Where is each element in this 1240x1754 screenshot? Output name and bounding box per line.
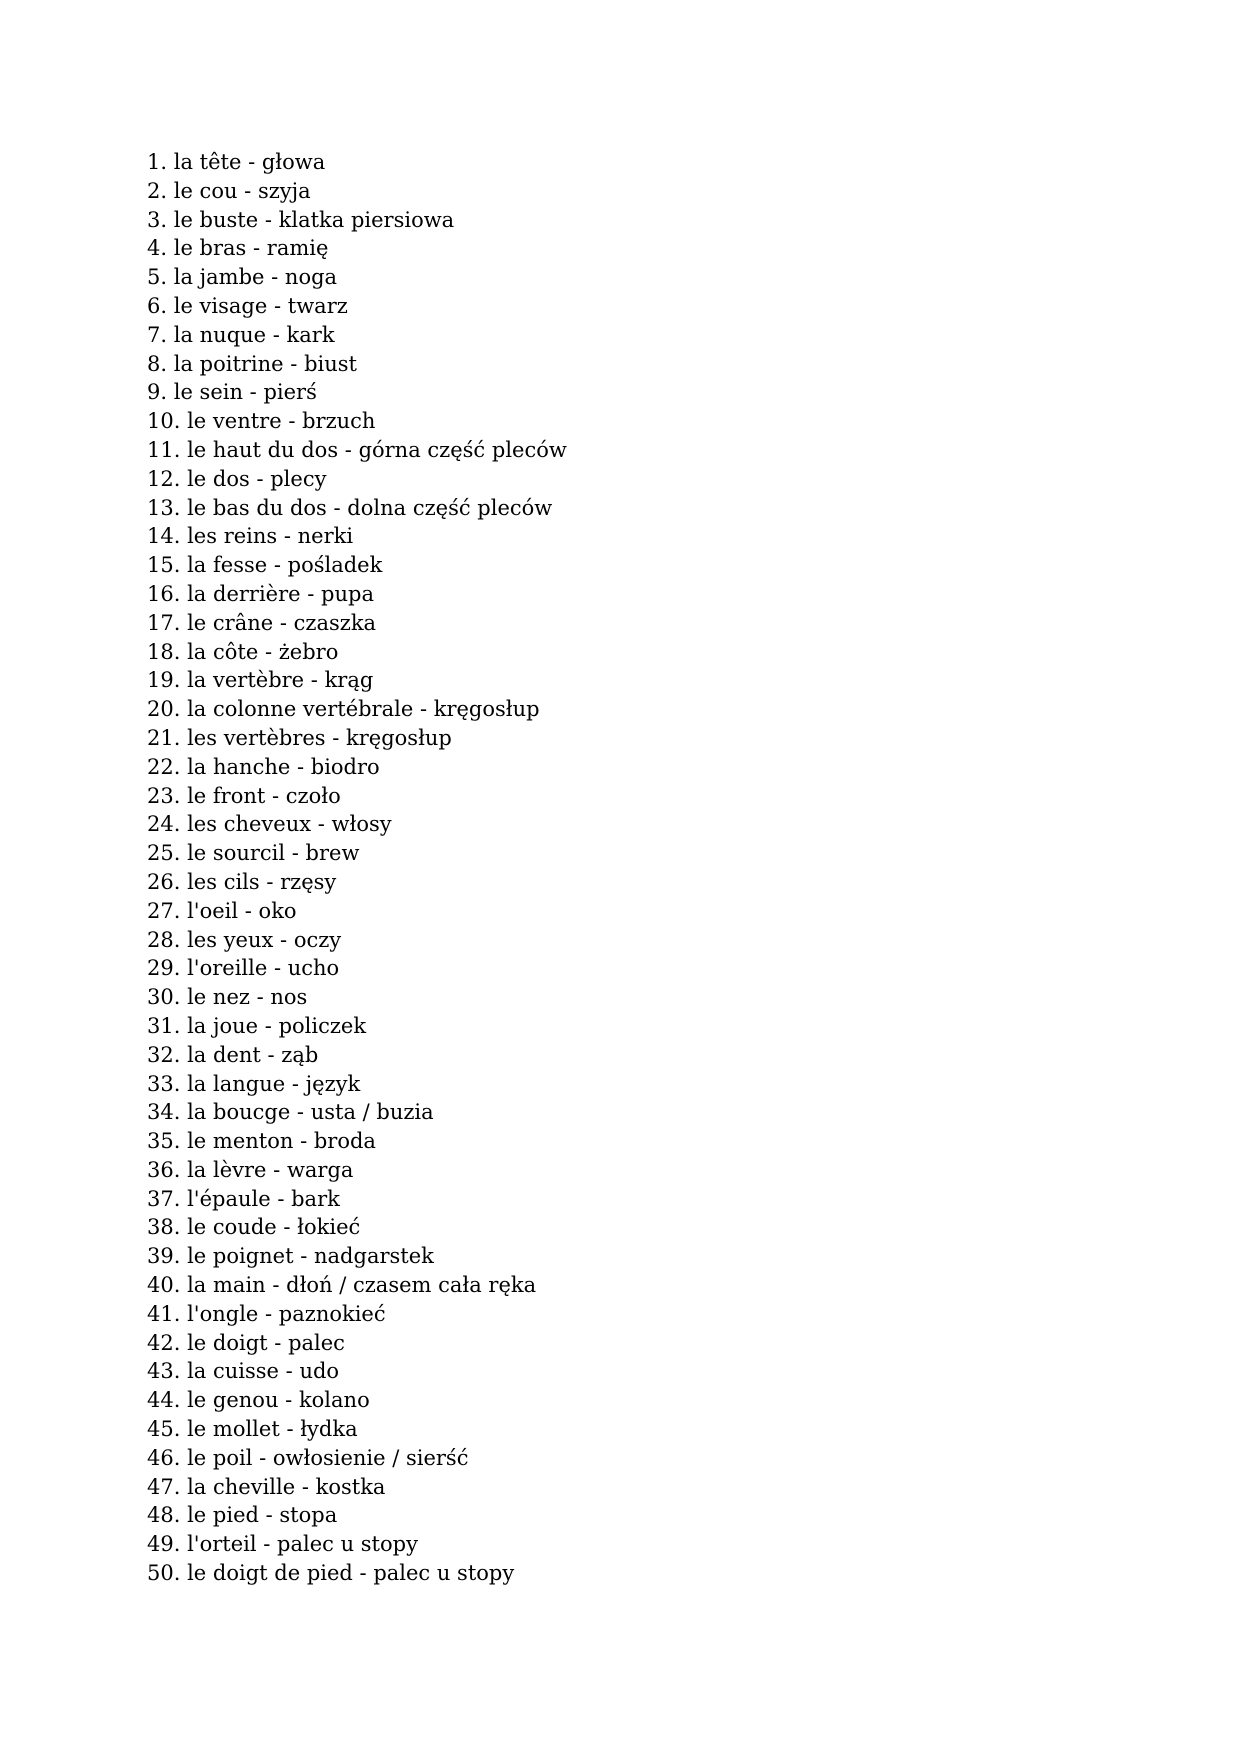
entry-number: 39 . xyxy=(147,1244,187,1268)
separator xyxy=(258,208,278,232)
vocabulary-list xyxy=(147,148,567,1588)
entry-number: 47 . xyxy=(147,1475,187,1499)
polish-translation: górna część pleców xyxy=(358,437,567,462)
entry-number: 19 . xyxy=(147,668,187,692)
polish-translation: palec u stopy xyxy=(277,1532,418,1557)
separator xyxy=(250,467,270,491)
polish-translation: brzuch xyxy=(302,409,376,434)
vocab-entry xyxy=(147,1415,567,1444)
vocab-entry xyxy=(147,666,567,695)
separator xyxy=(250,985,270,1009)
polish-translation: pierś xyxy=(263,380,317,405)
separator xyxy=(413,697,433,721)
entry-number: 40 . xyxy=(147,1273,187,1297)
french-term: la vertèbre xyxy=(187,668,305,693)
separator xyxy=(237,179,257,203)
entry-number: 13 . xyxy=(147,496,187,520)
polish-translation: szyja xyxy=(257,178,311,203)
polish-translation: plecy xyxy=(270,466,327,491)
entry-number: 4 . xyxy=(147,236,174,260)
vocab-entry xyxy=(147,810,567,839)
separator xyxy=(285,841,305,865)
vocab-entry xyxy=(147,1473,567,1502)
polish-translation: głowa xyxy=(261,150,326,174)
polish-translation: ramię xyxy=(266,236,329,261)
french-term: l'orteil xyxy=(187,1532,257,1557)
entry-number: 25 . xyxy=(147,841,187,865)
entry-number: 34 . xyxy=(147,1100,187,1124)
separator xyxy=(265,784,285,808)
french-term: la joue xyxy=(187,1013,259,1038)
polish-translation: dłoń / czasem cała ręka xyxy=(286,1273,537,1298)
entry-number: 44 . xyxy=(147,1388,187,1412)
separator xyxy=(258,1302,278,1326)
polish-translation: udo xyxy=(299,1359,340,1384)
polish-translation: twarz xyxy=(287,293,348,318)
entry-number: 10 . xyxy=(147,409,187,433)
polish-translation: krąg xyxy=(324,668,374,693)
polish-translation: broda xyxy=(313,1129,376,1154)
french-term: la nuque xyxy=(173,322,267,347)
entry-number: 15 . xyxy=(147,553,187,577)
french-term: le sourcil xyxy=(187,841,286,866)
polish-translation: biodro xyxy=(310,754,380,779)
separator xyxy=(267,553,287,577)
french-term: le doigt de pied xyxy=(187,1561,353,1586)
polish-translation: owłosienie / sierść xyxy=(272,1445,469,1470)
entry-number: 28 . xyxy=(147,928,187,952)
vocab-entry xyxy=(147,724,567,753)
separator xyxy=(295,1475,315,1499)
separator xyxy=(285,1072,305,1096)
vocab-entry xyxy=(147,350,567,379)
vocab-entry xyxy=(147,407,567,436)
vocab-entry xyxy=(147,954,567,983)
entry-number: 36 . xyxy=(147,1158,187,1182)
polish-translation: biust xyxy=(304,351,357,376)
separator xyxy=(257,1532,277,1556)
polish-translation: nadgarstek xyxy=(314,1244,434,1269)
separator xyxy=(261,1043,281,1067)
vocab-entry xyxy=(147,1559,567,1588)
vocab-entry xyxy=(147,1386,567,1415)
separator xyxy=(260,870,280,894)
vocab-entry xyxy=(147,1300,567,1329)
entry-number: 3 . xyxy=(147,208,174,232)
french-term: la tête xyxy=(173,150,242,174)
separator xyxy=(273,928,293,952)
separator xyxy=(278,1388,298,1412)
vocab-entry xyxy=(147,177,567,206)
separator xyxy=(326,726,346,750)
separator xyxy=(277,1215,297,1239)
entry-number: 42 . xyxy=(147,1331,187,1355)
vocab-entry xyxy=(147,292,567,321)
vocab-entry xyxy=(147,1271,567,1300)
vocab-entry xyxy=(147,494,567,523)
entry-number: 18 . xyxy=(147,640,187,664)
polish-translation: czaszka xyxy=(293,610,377,635)
entry-number: 37 . xyxy=(147,1187,187,1211)
french-term: l'épaule xyxy=(187,1186,271,1211)
separator xyxy=(266,1273,286,1297)
french-term: le visage xyxy=(173,293,268,318)
separator xyxy=(259,1503,279,1527)
entry-number: 26 . xyxy=(147,870,187,894)
polish-translation: język xyxy=(305,1071,361,1096)
french-term: la langue xyxy=(187,1071,286,1096)
vocab-entry xyxy=(147,1041,567,1070)
polish-translation: kostka xyxy=(315,1474,386,1499)
french-term: le bas du dos xyxy=(187,495,327,520)
vocab-entry xyxy=(147,234,567,263)
entry-number: 11 . xyxy=(147,438,187,462)
french-term: la poitrine xyxy=(173,351,284,376)
separator xyxy=(277,524,297,548)
french-term: la hanche xyxy=(187,754,291,779)
polish-translation: stopa xyxy=(279,1503,338,1528)
french-term: la cuisse xyxy=(187,1359,279,1384)
french-term: le pied xyxy=(187,1503,259,1528)
polish-translation: nerki xyxy=(297,524,354,549)
separator xyxy=(280,1417,300,1441)
separator xyxy=(238,899,258,923)
polish-translation: nos xyxy=(270,985,308,1010)
vocab-entry xyxy=(147,1530,567,1559)
french-term: le cou xyxy=(173,178,238,203)
separator xyxy=(273,611,293,635)
vocab-entry xyxy=(147,897,567,926)
polish-translation: usta / buzia xyxy=(310,1100,434,1125)
french-term: le nez xyxy=(187,985,250,1010)
separator xyxy=(327,496,347,520)
french-term: la lèvre xyxy=(187,1157,267,1182)
french-term: la fesse xyxy=(187,553,268,578)
entry-number: 5 . xyxy=(147,265,174,289)
separator xyxy=(268,1331,288,1355)
separator xyxy=(271,1187,291,1211)
separator xyxy=(258,1014,278,1038)
french-term: les cils xyxy=(187,869,260,894)
vocab-entry xyxy=(147,436,567,465)
polish-translation: kręgosłup xyxy=(433,697,540,722)
polish-translation: ucho xyxy=(287,956,340,981)
entry-number: 16 . xyxy=(147,582,187,606)
entry-number: 48 . xyxy=(147,1503,187,1527)
separator xyxy=(301,582,321,606)
entry-number: 20 . xyxy=(147,697,187,721)
separator xyxy=(284,352,304,376)
polish-translation: noga xyxy=(284,265,338,290)
french-term: l'ongle xyxy=(187,1301,259,1326)
vocab-entry xyxy=(147,551,567,580)
french-term: l'oeil xyxy=(187,898,239,923)
french-term: le mollet xyxy=(187,1417,280,1442)
french-term: les reins xyxy=(187,524,278,549)
polish-translation: rzęsy xyxy=(280,869,337,894)
vocab-entry xyxy=(147,695,567,724)
vocab-entry xyxy=(147,263,567,292)
entry-number: 45 . xyxy=(147,1417,187,1441)
vocab-entry xyxy=(147,1156,567,1185)
french-term: le ventre xyxy=(187,409,282,434)
vocab-entry xyxy=(147,609,567,638)
french-term: les yeux xyxy=(187,927,274,952)
entry-number: 12 . xyxy=(147,467,187,491)
vocab-entry xyxy=(147,1444,567,1473)
vocab-entry xyxy=(147,1127,567,1156)
separator xyxy=(290,755,310,779)
entry-number: 49 . xyxy=(147,1532,187,1556)
french-term: l'oreille xyxy=(187,956,268,981)
polish-translation: dolna część pleców xyxy=(347,495,553,520)
separator xyxy=(266,323,286,347)
polish-translation: pupa xyxy=(321,581,374,606)
entry-number: 21 . xyxy=(147,726,187,750)
polish-translation: oko xyxy=(258,898,297,923)
entry-number: 7 . xyxy=(147,323,174,347)
french-term: la cheville xyxy=(187,1474,296,1499)
entry-number: 1 . xyxy=(147,150,174,174)
french-term: le buste xyxy=(173,207,259,232)
french-term: le menton xyxy=(187,1129,294,1154)
separator xyxy=(293,1129,313,1153)
entry-number: 14 . xyxy=(147,524,187,548)
vocab-entry xyxy=(147,638,567,667)
vocab-entry xyxy=(147,753,567,782)
entry-number: 50 . xyxy=(147,1561,187,1585)
french-term: la derrière xyxy=(187,581,301,606)
polish-translation: żebro xyxy=(278,639,339,664)
separator xyxy=(264,265,284,289)
separator xyxy=(267,294,287,318)
separator xyxy=(290,1100,310,1124)
entry-number: 32 . xyxy=(147,1043,187,1067)
separator xyxy=(279,1359,299,1383)
polish-translation: łydka xyxy=(300,1417,358,1442)
french-term: les vertèbres xyxy=(187,725,326,750)
separator xyxy=(353,1561,373,1585)
entry-number: 38 . xyxy=(147,1215,187,1239)
separator xyxy=(243,380,263,404)
polish-translation: pośladek xyxy=(287,553,383,578)
french-term: la main xyxy=(187,1273,266,1298)
french-term: le bras xyxy=(173,236,247,261)
polish-translation: kolano xyxy=(298,1388,370,1413)
french-term: le doigt xyxy=(187,1330,268,1355)
vocab-entry xyxy=(147,1012,567,1041)
vocab-entry xyxy=(147,868,567,897)
vocab-entry xyxy=(147,465,567,494)
vocab-entry xyxy=(147,321,567,350)
french-term: le poil xyxy=(187,1445,253,1470)
vocab-entry xyxy=(147,983,567,1012)
polish-translation: klatka piersiowa xyxy=(278,207,455,232)
vocab-entry xyxy=(147,1185,567,1214)
separator xyxy=(304,668,324,692)
entry-number: 24 . xyxy=(147,812,187,836)
french-term: le dos xyxy=(187,466,250,491)
entry-number: 33 . xyxy=(147,1072,187,1096)
separator xyxy=(246,236,266,260)
vocab-entry xyxy=(147,148,567,177)
french-term: les cheveux xyxy=(187,812,312,837)
french-term: le coude xyxy=(187,1215,277,1240)
vocab-entry xyxy=(147,839,567,868)
french-term: la colonne vertébrale xyxy=(187,697,414,722)
vocab-entry xyxy=(147,1329,567,1358)
vocab-entry xyxy=(147,522,567,551)
entry-number: 9 . xyxy=(147,380,174,404)
french-term: la côte xyxy=(187,639,259,664)
entry-number: 22 . xyxy=(147,755,187,779)
polish-translation: kręgosłup xyxy=(346,725,452,750)
entry-number: 6 . xyxy=(147,294,174,318)
polish-translation: palec xyxy=(288,1330,345,1355)
polish-translation: kark xyxy=(286,322,335,347)
entry-number: 29 . xyxy=(147,956,187,980)
french-term: le haut du dos xyxy=(187,437,339,462)
entry-number: 46 . xyxy=(147,1446,187,1470)
vocab-entry xyxy=(147,1501,567,1530)
polish-translation: paznokieć xyxy=(278,1301,386,1326)
french-term: la boucge xyxy=(187,1100,291,1125)
polish-translation: warga xyxy=(286,1157,354,1182)
vocab-entry xyxy=(147,1070,567,1099)
separator xyxy=(258,640,278,664)
separator xyxy=(311,812,331,836)
polish-translation: palec u stopy xyxy=(373,1561,515,1586)
polish-translation: bark xyxy=(291,1186,340,1211)
entry-number: 43 . xyxy=(147,1359,187,1383)
entry-number: 2 . xyxy=(147,179,174,203)
entry-number: 41 . xyxy=(147,1302,187,1326)
vocab-entry xyxy=(147,206,567,235)
french-term: la jambe xyxy=(173,265,265,290)
polish-translation: czoło xyxy=(285,783,341,808)
polish-translation: łokieć xyxy=(297,1215,361,1240)
vocab-entry xyxy=(147,1242,567,1271)
french-term: le poignet xyxy=(187,1244,294,1269)
french-term: le genou xyxy=(187,1388,279,1413)
separator xyxy=(266,1158,286,1182)
vocab-entry xyxy=(147,926,567,955)
vocab-entry xyxy=(147,1213,567,1242)
entry-number: 27 . xyxy=(147,899,187,923)
polish-translation: policzek xyxy=(278,1013,367,1038)
polish-translation: włosy xyxy=(331,812,392,837)
entry-number: 17 . xyxy=(147,611,187,635)
entry-number: 31 . xyxy=(147,1014,187,1038)
french-term: le crâne xyxy=(187,610,274,635)
polish-translation: oczy xyxy=(293,927,342,952)
vocab-entry xyxy=(147,1357,567,1386)
separator xyxy=(338,438,358,462)
separator xyxy=(241,150,261,174)
polish-translation: brew xyxy=(305,841,360,866)
separator xyxy=(282,409,302,433)
polish-translation: ząb xyxy=(281,1042,319,1067)
entry-number: 35 . xyxy=(147,1129,187,1153)
entry-number: 8 . xyxy=(147,352,174,376)
entry-number: 23 . xyxy=(147,784,187,808)
vocab-entry xyxy=(147,378,567,407)
vocab-entry xyxy=(147,782,567,811)
french-term: la dent xyxy=(187,1042,261,1067)
separator xyxy=(252,1446,272,1470)
separator xyxy=(267,956,287,980)
vocab-entry xyxy=(147,580,567,609)
separator xyxy=(294,1244,314,1268)
french-term: le sein xyxy=(173,380,243,405)
entry-number: 30 . xyxy=(147,985,187,1009)
french-term: le front xyxy=(187,783,266,808)
vocab-entry xyxy=(147,1098,567,1127)
